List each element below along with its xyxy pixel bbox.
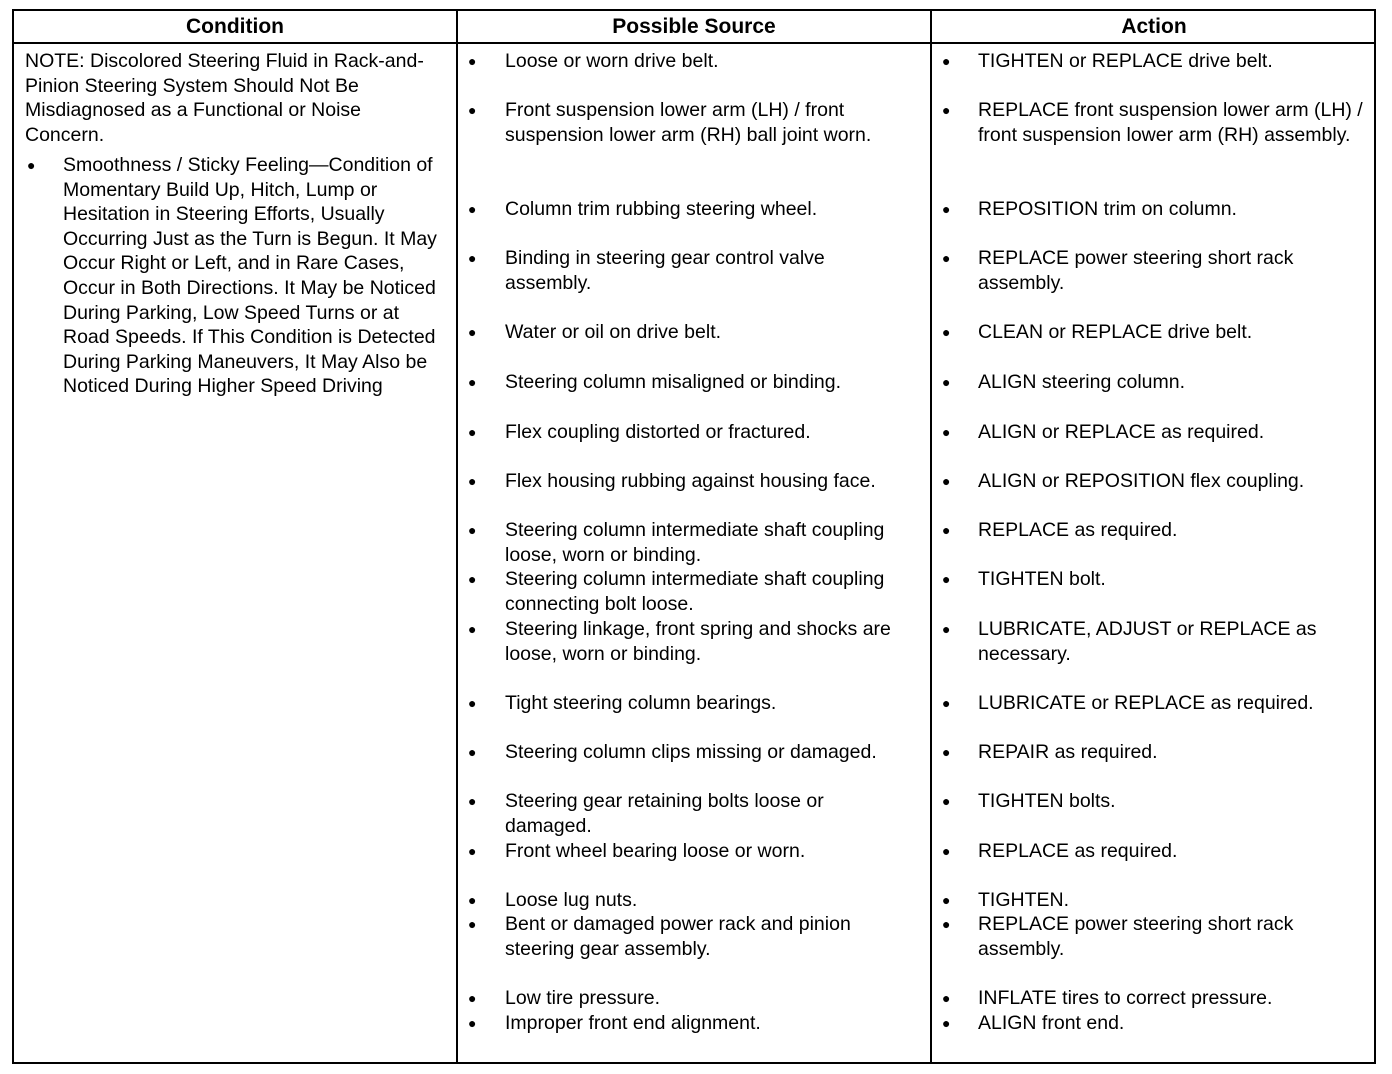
bullet-icon: ● xyxy=(942,892,951,908)
action-text: REPLACE power steering short rack assembly. xyxy=(978,247,1294,294)
action-text: REPAIR as required. xyxy=(978,741,1158,763)
bullet-icon: ● xyxy=(468,916,477,932)
possible-source-text: Flex housing rubbing against housing face. xyxy=(505,470,876,492)
bullet-icon: ● xyxy=(942,916,951,932)
bullet-icon: ● xyxy=(468,892,477,908)
possible-source-text: Front suspension lower arm (LH) / front suspension lower arm (RH) ball joint worn. xyxy=(505,99,872,146)
bullet-icon: ● xyxy=(468,250,477,266)
possible-source-text: Front wheel bearing loose or worn. xyxy=(505,840,806,862)
possible-source-text: Steering column intermediate shaft coupling loose, worn or binding. xyxy=(505,519,885,566)
bullet-icon: ● xyxy=(468,571,477,587)
action-text: REPOSITION trim on column. xyxy=(978,198,1237,220)
bullet-icon: ● xyxy=(942,473,951,489)
action-text: ALIGN or REPOSITION flex coupling. xyxy=(978,470,1305,492)
possible-source-text: Binding in steering gear control valve assembly. xyxy=(505,247,825,294)
possible-source-text: Tight steering column bearings. xyxy=(505,692,777,714)
action-text: LUBRICATE, ADJUST or REPLACE as necessary. xyxy=(978,618,1317,665)
bullet-icon: ● xyxy=(468,522,477,538)
action-text: ALIGN front end. xyxy=(978,1012,1125,1034)
possible-source-text: Steering gear retaining bolts loose or damaged. xyxy=(505,790,824,837)
action-text: INFLATE tires to correct pressure. xyxy=(978,987,1273,1009)
bullet-icon: ● xyxy=(942,324,951,340)
bullet-icon: ● xyxy=(942,250,951,266)
possible-source-text: Loose or worn drive belt. xyxy=(505,50,719,72)
column-divider xyxy=(456,11,458,1062)
bullet-icon: ● xyxy=(942,621,951,637)
possible-source-text: Steering column clips missing or damaged. xyxy=(505,741,877,763)
bullet-icon: ● xyxy=(27,157,36,173)
bullet-icon: ● xyxy=(942,102,951,118)
action-text: REPLACE power steering short rack assembly. xyxy=(978,913,1294,960)
column-divider xyxy=(930,11,932,1062)
bullet-icon: ● xyxy=(468,744,477,760)
header-action: Action xyxy=(1121,15,1187,38)
action-text: TIGHTEN. xyxy=(978,889,1069,911)
bullet-icon: ● xyxy=(468,102,477,118)
action-text: REPLACE as required. xyxy=(978,840,1178,862)
possible-source-text: Flex coupling distorted or fractured. xyxy=(505,421,811,443)
header-divider xyxy=(14,42,1374,44)
bullet-icon: ● xyxy=(468,990,477,1006)
bullet-icon: ● xyxy=(942,744,951,760)
bullet-icon: ● xyxy=(468,473,477,489)
bullet-icon: ● xyxy=(468,843,477,859)
bullet-icon: ● xyxy=(942,374,951,390)
bullet-icon: ● xyxy=(468,324,477,340)
bullet-icon: ● xyxy=(468,793,477,809)
possible-source-text: Low tire pressure. xyxy=(505,987,660,1009)
bullet-icon: ● xyxy=(468,53,477,69)
action-text: TIGHTEN or REPLACE drive belt. xyxy=(978,50,1273,72)
possible-source-text: Bent or damaged power rack and pinion steering gear assembly. xyxy=(505,913,851,960)
action-text: ALIGN steering column. xyxy=(978,371,1186,393)
bullet-icon: ● xyxy=(942,522,951,538)
action-text: TIGHTEN bolt. xyxy=(978,568,1106,590)
possible-source-text: Improper front end alignment. xyxy=(505,1012,761,1034)
bullet-icon: ● xyxy=(468,695,477,711)
possible-source-text: Steering column misaligned or binding. xyxy=(505,371,842,393)
bullet-icon: ● xyxy=(468,374,477,390)
bullet-icon: ● xyxy=(942,1015,951,1031)
bullet-icon: ● xyxy=(468,424,477,440)
action-text: ALIGN or REPLACE as required. xyxy=(978,421,1265,443)
bullet-icon: ● xyxy=(468,201,477,217)
bullet-icon: ● xyxy=(942,571,951,587)
bullet-icon: ● xyxy=(942,990,951,1006)
bullet-icon: ● xyxy=(468,621,477,637)
possible-source-text: Column trim rubbing steering wheel. xyxy=(505,198,818,220)
bullet-icon: ● xyxy=(942,695,951,711)
condition-note: NOTE: Discolored Steering Fluid in Rack-and-Pinion Steering System Should Not Be Misdiagnosed as a Functional or Noise Concern. xyxy=(25,50,424,146)
possible-source-text: Steering linkage, front spring and shocks are loose, worn or binding. xyxy=(505,618,891,665)
action-text: REPLACE front suspension lower arm (LH) / front suspension lower arm (RH) assembly. xyxy=(978,99,1363,146)
bullet-icon: ● xyxy=(942,424,951,440)
possible-source-text: Steering column intermediate shaft coupling connecting bolt loose. xyxy=(505,568,885,615)
bullet-icon: ● xyxy=(942,843,951,859)
possible-source-text: Water or oil on drive belt. xyxy=(505,321,722,343)
bullet-icon: ● xyxy=(942,793,951,809)
header-condition: Condition xyxy=(186,15,284,38)
possible-source-text: Loose lug nuts. xyxy=(505,889,638,911)
bullet-icon: ● xyxy=(942,53,951,69)
bullet-icon: ● xyxy=(468,1015,477,1031)
action-text: LUBRICATE or REPLACE as required. xyxy=(978,692,1314,714)
condition-item: Smoothness / Sticky Feeling—Condition of Momentary Build Up, Hitch, Lump or Hesitation in Steering Efforts, Usually Occurring Just as the Turn is Begun. It May Occur Right or Left, and in Rare Cases, Occur in Both Directions. It May be Noticed During Parking, Low Speed Turns or at Road Speeds. If This Condition is Detected During Parking Maneuvers, It May Also be Noticed During Higher Speed Driving xyxy=(63,154,437,398)
action-text: CLEAN or REPLACE drive belt. xyxy=(978,321,1253,343)
header-possible-source: Possible Source xyxy=(612,15,776,38)
bullet-icon: ● xyxy=(942,201,951,217)
action-text: REPLACE as required. xyxy=(978,519,1178,541)
action-text: TIGHTEN bolts. xyxy=(978,790,1116,812)
